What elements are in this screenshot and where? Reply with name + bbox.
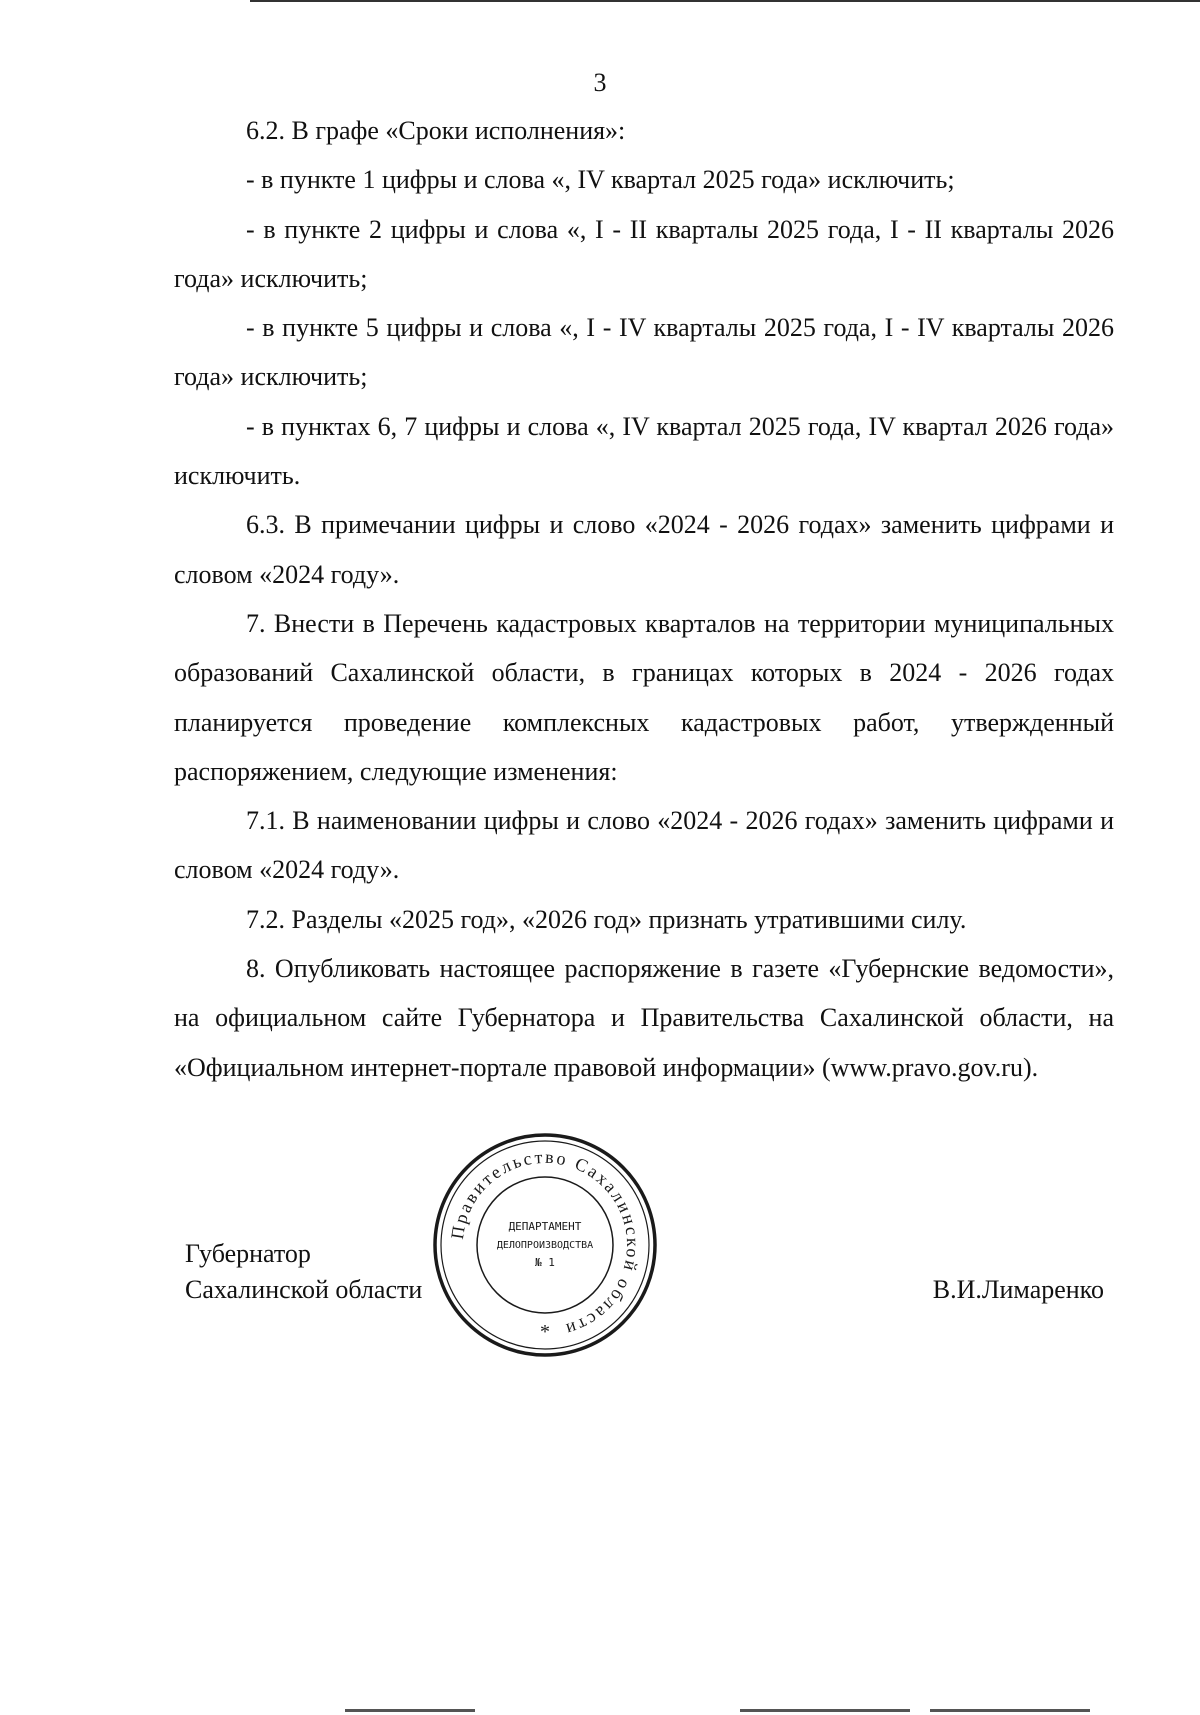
paragraph-6-2-item-1: - в пункте 1 цифры и слова «, IV квартал 2025 года» исключить; (246, 165, 955, 195)
scan-top-edge (250, 0, 1200, 2)
paragraph-7-2: 7.2. Разделы «2025 год», «2026 год» признать утратившими силу. (246, 904, 967, 934)
seal-ring-text: Правительство Сахалинской области (446, 1146, 644, 1341)
signatory-name: В.И.Лимаренко (932, 1275, 1104, 1304)
paragraph-6-2-item-6-7: - в пунктах 6, 7 цифры и слова «, IV квартал 2025 года, IV квартал 2026 года» исключить. (174, 411, 1114, 491)
seal-inner-line-1: ДЕПАРТАМЕНТ (508, 1220, 582, 1233)
paragraph-6-3: 6.3. В примечании цифры и слово «2024 - 2026 годах» заменить цифрами и словом «2024 году». (174, 510, 1114, 589)
scan-edge-mark (345, 1709, 475, 1712)
seal-inner-line-2: ДЕЛОПРОИЗВОДСТВА (496, 1240, 594, 1251)
paragraph-7-1: 7.1. В наименовании цифры и слово «2024 - 2026 годах» заменить цифрами и словом «2024 году». (174, 806, 1114, 885)
paragraph-8: 8. Опубликовать настоящее распоряжение в газете «Губернские ведомости», на официальном сайте Губернатора и Правительства Сахалинской области, на «Официальном интернет-портале правовой информации» (www.pravo.gov.ru). (174, 954, 1114, 1082)
scan-edge-mark (930, 1709, 1090, 1712)
page-number: 3 (593, 68, 607, 97)
seal-star-icon: * (540, 1321, 550, 1343)
document-body (174, 106, 1114, 1092)
official-seal-stamp (430, 1130, 660, 1360)
signatory-position (185, 1236, 422, 1308)
paragraph-6-2: 6.2. В графе «Сроки исполнения»: (246, 116, 626, 145)
scan-edge-mark (740, 1709, 910, 1712)
signatory-title: Губернатор (185, 1239, 311, 1268)
seal-inner-line-3: № 1 (535, 1256, 555, 1269)
paragraph-7: 7. Внести в Перечень кадастровых кварталов на территории муниципальных образований Сахалинской области, в границах которых в 2024 - 2026 годах планируется проведение комплексных кадастровых работ, утвержденный распоряжением, следующие изменения: (174, 608, 1114, 786)
signatory-region: Сахалинской области (185, 1275, 423, 1304)
paragraph-6-2-item-2: - в пункте 2 цифры и слова «, I - II кварталы 2025 года, I - II кварталы 2026 года» исключить; (174, 214, 1114, 293)
paragraph-6-2-item-5: - в пункте 5 цифры и слова «, I - IV кварталы 2025 года, I - IV кварталы 2026 года» исключить; (174, 313, 1114, 392)
